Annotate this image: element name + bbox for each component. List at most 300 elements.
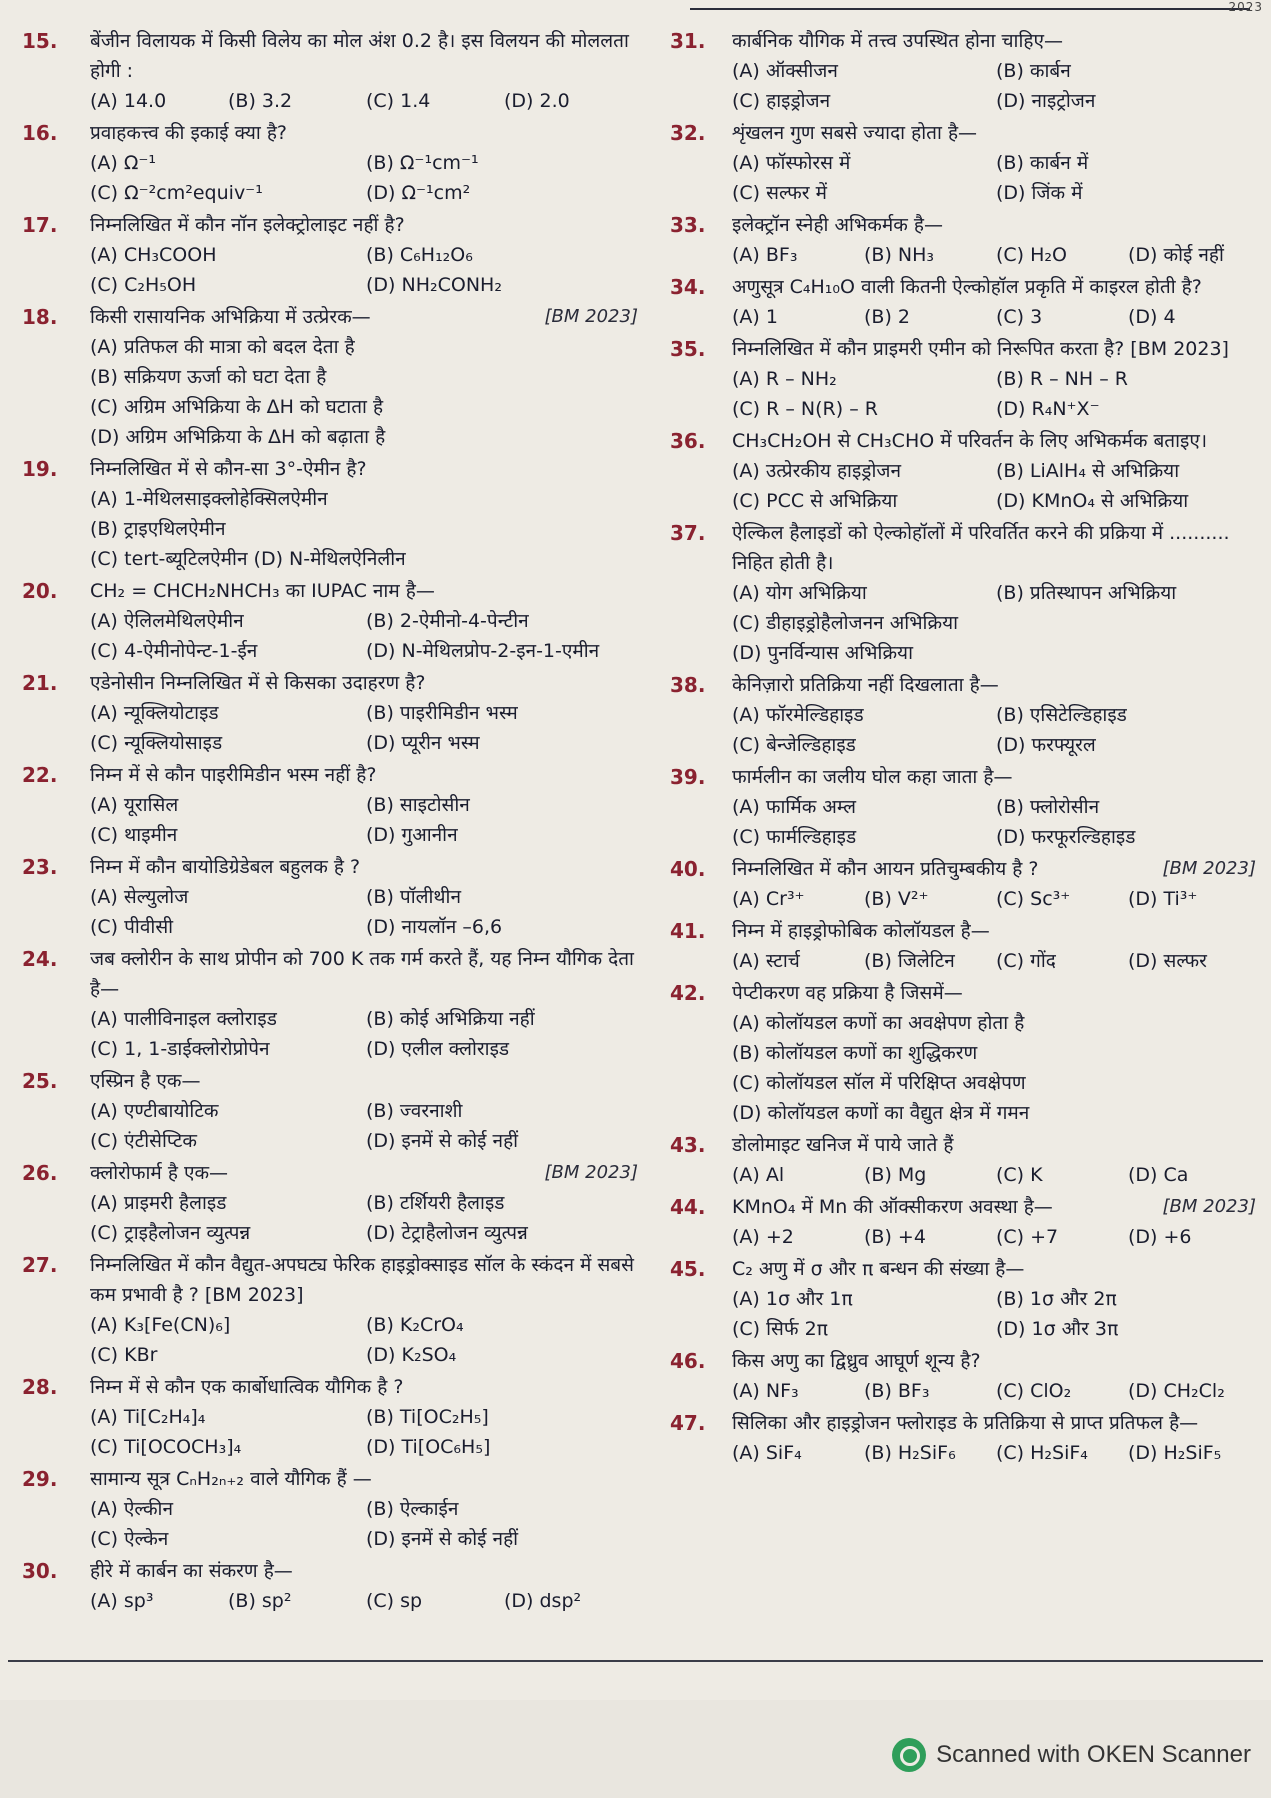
- option: (D) Ti[OC₆H₅]: [366, 1436, 491, 1458]
- question-text: किसी रासायनिक अभिक्रिया में उत्प्रेरक—: [90, 306, 371, 328]
- option: (B) कार्बन में: [996, 152, 1089, 174]
- option: (A) कोलॉयडल कणों का अवक्षेपण होता है: [732, 1012, 1025, 1034]
- option: (A) न्यूक्लियोटाइड: [90, 702, 219, 724]
- question-29: [22, 1464, 642, 1554]
- question-text: एडेनोसीन निम्नलिखित में से किसका उदाहरण है?: [90, 672, 426, 694]
- option: (D) 1σ और 3π: [996, 1318, 1119, 1340]
- question-text: C₂ अणु में σ और π बन्धन की संख्या है—: [732, 1258, 1025, 1280]
- options-group: [732, 148, 1260, 208]
- footer-rule: [8, 1660, 1263, 1662]
- question-45: [670, 1254, 1260, 1344]
- question-row: [670, 26, 1260, 56]
- option: (A) योग अभिक्रिया: [732, 582, 867, 604]
- option: (A) Ti[C₂H₄]₄: [90, 1406, 206, 1428]
- question-text: निम्नलिखित में कौन प्राइमरी एमीन को निरूपित करता है? [BM 2023]: [732, 338, 1229, 360]
- question-row: [22, 1464, 642, 1494]
- option: (D) 4: [1128, 306, 1176, 328]
- option: (B) साइटोसीन: [366, 794, 470, 816]
- left-column: [22, 26, 642, 1618]
- question-row: [22, 852, 642, 882]
- question-text: निम्न में कौन बायोडिग्रेडेबल बहुलक है ?: [90, 856, 361, 878]
- question-number: 17.: [22, 213, 58, 237]
- option: (C) 1.4: [366, 90, 431, 112]
- question-27: [22, 1250, 642, 1370]
- option: (A) R – NH₂: [732, 368, 837, 390]
- options-group: [90, 484, 642, 574]
- question-row: [22, 210, 642, 240]
- question-18: [22, 302, 642, 452]
- exam-tag: [BM 2023]: [1162, 1196, 1256, 1217]
- option: (C) एंटीसेप्टिक: [90, 1130, 198, 1152]
- option: (A) 1-मेथिलसाइक्लोहेक्सिलऐमीन: [90, 488, 328, 510]
- option: (D) नाइट्रोजन: [996, 90, 1096, 112]
- question-row: [22, 760, 642, 790]
- question-text: किस अणु का द्विध्रुव आघूर्ण शून्य है?: [732, 1350, 981, 1372]
- question-text: डोलोमाइट खनिज में पाये जाते हैं: [732, 1134, 954, 1156]
- option: (A) प्रतिफल की मात्रा को बदल देता है: [90, 336, 355, 358]
- option: (D) KMnO₄ से अभिक्रिया: [996, 490, 1189, 512]
- options-group: [90, 1096, 642, 1156]
- option: (C) 4-ऐमीनोपेन्ट-1-ईन: [90, 640, 258, 662]
- option: (B) प्रतिस्थापन अभिक्रिया: [996, 582, 1177, 604]
- question-34: [670, 272, 1260, 332]
- question-number: 34.: [670, 275, 706, 299]
- options-group: [90, 882, 642, 942]
- options-group: [732, 946, 1260, 976]
- question-row: [670, 978, 1260, 1008]
- option: (A) 14.0: [90, 90, 167, 112]
- question-26: [22, 1158, 642, 1248]
- question-text: केनिज़ारो प्रतिक्रिया नहीं दिखलाता है—: [732, 674, 999, 696]
- question-row: [670, 670, 1260, 700]
- question-row: [670, 426, 1260, 456]
- option: (D) इनमें से कोई नहीं: [366, 1528, 519, 1550]
- option: (B) फ्लोरोसीन: [996, 796, 1100, 818]
- question-number: 25.: [22, 1069, 58, 1093]
- question-number: 31.: [670, 29, 706, 53]
- option: (C) sp: [366, 1590, 423, 1612]
- option: (C) ऐल्केन: [90, 1528, 169, 1550]
- option: (B) K₂CrO₄: [366, 1314, 464, 1336]
- option: (A) ऐल्कीन: [90, 1498, 173, 1520]
- option: (B) sp²: [228, 1590, 292, 1612]
- question-46: [670, 1346, 1260, 1406]
- question-row: [670, 1130, 1260, 1160]
- options-group: [732, 56, 1260, 116]
- question-text: बेंजीन विलायक में किसी विलेय का मोल अंश 0.2 है। इस विलयन की मोललता होगी :: [90, 30, 629, 82]
- option: (C) बेन्जेल्डिहाइड: [732, 734, 856, 756]
- option: (D) H₂SiF₅: [1128, 1442, 1222, 1464]
- option: (B) कोई अभिक्रिया नहीं: [366, 1008, 535, 1030]
- question-number: 42.: [670, 981, 706, 1005]
- question-text: सामान्य सूत्र CₙH₂ₙ₊₂ वाले यौगिक हैं —: [90, 1468, 372, 1490]
- option: (B) 2: [864, 306, 910, 328]
- question-number: 33.: [670, 213, 706, 237]
- option: (A) पालीविनाइल क्लोराइड: [90, 1008, 277, 1030]
- question-15: [22, 26, 642, 116]
- question-row: [670, 762, 1260, 792]
- option: (C) पीवीसी: [90, 916, 174, 938]
- options-group: [90, 148, 642, 208]
- question-number: 23.: [22, 855, 58, 879]
- question-text: KMnO₄ में Mn की ऑक्सीकरण अवस्था है—: [732, 1196, 1053, 1218]
- option: (C) डीहाइड्रोहैलोजनन अभिक्रिया: [732, 612, 959, 634]
- option: (A) सेल्युलोज: [90, 886, 189, 908]
- option: (A) उत्प्रेरकीय हाइड्रोजन: [732, 460, 902, 482]
- option: (D) K₂SO₄: [366, 1344, 457, 1366]
- option: (D) सल्फर: [1128, 950, 1207, 972]
- question-text: हीरे में कार्बन का संकरण है—: [90, 1560, 293, 1582]
- option: (D) Ω⁻¹cm²: [366, 182, 471, 204]
- option: (D) R₄N⁺X⁻: [996, 398, 1100, 420]
- question-row: [670, 210, 1260, 240]
- option: (C) ClO₂: [996, 1380, 1072, 1402]
- question-39: [670, 762, 1260, 852]
- option: (C) H₂O: [996, 244, 1067, 266]
- option: (D) कोलॉयडल कणों का वैद्युत क्षेत्र में गमन: [732, 1102, 1030, 1124]
- options-group: [90, 1494, 642, 1554]
- option: (D) इनमें से कोई नहीं: [366, 1130, 519, 1152]
- question-number: 36.: [670, 429, 706, 453]
- option: (A) SiF₄: [732, 1442, 802, 1464]
- options-group: [90, 1402, 642, 1462]
- question-row: [670, 916, 1260, 946]
- question-number: 39.: [670, 765, 706, 789]
- question-row: [22, 118, 642, 148]
- question-text: सिलिका और हाइड्रोजन फ्लोराइड के प्रतिक्रिया से प्राप्त प्रतिफल है—: [732, 1412, 1199, 1434]
- option: (B) C₆H₁₂O₆: [366, 244, 473, 266]
- question-row: [22, 454, 642, 484]
- option: (A) ऑक्सीजन: [732, 60, 838, 82]
- option: (D) पुनर्विन्यास अभिक्रिया: [732, 642, 913, 664]
- option: (C) थाइमीन: [90, 824, 178, 846]
- question-number: 20.: [22, 579, 58, 603]
- option: (C) सल्फर में: [732, 182, 827, 204]
- question-37: [670, 518, 1260, 668]
- question-text: ऐल्किल हैलाइडों को ऐल्कोहॉलों में परिवर्तित करने की प्रक्रिया में .......... निहित होती है।: [732, 522, 1230, 574]
- option: (C) अग्रिम अभिक्रिया के ΔH को घटाता है: [90, 396, 384, 418]
- question-row: [22, 576, 642, 606]
- option: (A) Cr³⁺: [732, 888, 805, 910]
- options-group: [732, 456, 1260, 516]
- question-text: एस्प्रिन है एक—: [90, 1070, 201, 1092]
- option: (B) ट्राइएथिलऐमीन: [90, 518, 226, 540]
- oken-logo-icon: [892, 1738, 926, 1772]
- option: (B) कोलॉयडल कणों का शुद्धिकरण: [732, 1042, 978, 1064]
- question-42: [670, 978, 1260, 1128]
- question-33: [670, 210, 1260, 270]
- option: (A) फॉस्फोरस में: [732, 152, 851, 174]
- question-number: 38.: [670, 673, 706, 697]
- option: (C) हाइड्रोजन: [732, 90, 831, 112]
- question-32: [670, 118, 1260, 208]
- question-30: [22, 1556, 642, 1616]
- option: (C) गोंद: [996, 950, 1056, 972]
- question-text: CH₃CH₂OH से CH₃CHO में परिवर्तन के लिए अभिकर्मक बताइए।: [732, 430, 1208, 452]
- question-number: 40.: [670, 857, 706, 881]
- option: (C) 1, 1-डाईक्लोरोप्रोपेन: [90, 1038, 270, 1060]
- options-group: [732, 364, 1260, 424]
- question-24: [22, 944, 642, 1064]
- options-group: [90, 1188, 642, 1248]
- page-number: 2023: [1228, 0, 1263, 14]
- option: (B) NH₃: [864, 244, 935, 266]
- option: (C) Ω⁻²cm²equiv⁻¹: [90, 182, 263, 204]
- option: (B) Ω⁻¹cm⁻¹: [366, 152, 479, 174]
- options-group: [732, 792, 1260, 852]
- question-28: [22, 1372, 642, 1462]
- scanner-text: Scanned with OKEN Scanner: [936, 1741, 1251, 1768]
- question-text: निम्न में से कौन पाइरीमिडीन भस्म नहीं है?: [90, 764, 377, 786]
- option: (C) फार्मल्डिहाइड: [732, 826, 857, 848]
- question-text: अणुसूत्र C₄H₁₀O वाली कितनी ऐल्कोहॉल प्रकृति में काइरल होती है?: [732, 276, 1202, 298]
- question-row: [670, 1408, 1260, 1438]
- question-21: [22, 668, 642, 758]
- option: (A) फॉरमेल्डिहाइड: [732, 704, 864, 726]
- option: (A) +2: [732, 1226, 794, 1248]
- question-35: [670, 334, 1260, 424]
- option: (B) ज्वरनाशी: [366, 1100, 463, 1122]
- question-20: [22, 576, 642, 666]
- options-group: [732, 240, 1260, 270]
- option: (B) टर्शियरी हैलाइड: [366, 1192, 505, 1214]
- question-text: कार्बनिक यौगिक में तत्त्व उपस्थित होना चाहिए—: [732, 30, 1063, 52]
- question-row: [22, 668, 642, 698]
- question-number: 30.: [22, 1559, 58, 1583]
- option: (A) Al: [732, 1164, 785, 1186]
- question-19: [22, 454, 642, 574]
- option: (C) H₂SiF₄: [996, 1442, 1088, 1464]
- option: (D) जिंक में: [996, 182, 1083, 204]
- question-text: निम्न में से कौन एक कार्बोधात्विक यौगिक है ?: [90, 1376, 404, 1398]
- options-group: [732, 884, 1260, 914]
- question-text: क्लोरोफार्म है एक—: [90, 1162, 229, 1184]
- option: (C) PCC से अभिक्रिया: [732, 490, 898, 512]
- option: (B) BF₃: [864, 1380, 930, 1402]
- options-group: [732, 1008, 1260, 1128]
- option: (D) अग्रिम अभिक्रिया के ΔH को बढ़ाता है: [90, 426, 386, 448]
- option: (B) +4: [864, 1226, 926, 1248]
- question-text: पेप्टीकरण वह प्रक्रिया है जिसमें—: [732, 982, 963, 1004]
- question-17: [22, 210, 642, 300]
- option: (A) Ω⁻¹: [90, 152, 157, 174]
- option: (B) 2-ऐमीनो-4-पेन्टीन: [366, 610, 529, 632]
- question-number: 47.: [670, 1411, 706, 1435]
- question-text: फार्मलीन का जलीय घोल कहा जाता है—: [732, 766, 1013, 788]
- exam-tag: [BM 2023]: [544, 1162, 638, 1183]
- option: (D) 2.0: [504, 90, 570, 112]
- options-group: [732, 700, 1260, 760]
- question-text: निम्नलिखित में कौन नॉन इलेक्ट्रोलाइट नहीं है?: [90, 214, 405, 236]
- question-row: [22, 1556, 642, 1586]
- option: (C) कोलॉयडल सॉल में परिक्षिप्त अवक्षेपण: [732, 1072, 1026, 1094]
- option: (C) ट्राइहैलोजन व्युत्पन्न: [90, 1222, 251, 1244]
- option: (B) LiAlH₄ से अभिक्रिया: [996, 460, 1180, 482]
- question-40: [670, 854, 1260, 914]
- option: (C) +7: [996, 1226, 1059, 1248]
- option: (D) N-मेथिलप्रोप-2-इन-1-एमीन: [366, 640, 600, 662]
- option: (A) K₃[Fe(CN)₆]: [90, 1314, 231, 1336]
- right-column: [670, 26, 1260, 1470]
- question-text: निम्नलिखित में कौन आयन प्रतिचुम्बकीय है ?: [732, 858, 1039, 880]
- option: (B) एसिटेल्डिहाइड: [996, 704, 1127, 726]
- option: (C) 3: [996, 306, 1043, 328]
- options-group: [732, 302, 1260, 332]
- option: (D) dsp²: [504, 1590, 582, 1612]
- scanner-watermark: [892, 1738, 1251, 1772]
- option: (B) V²⁺: [864, 888, 929, 910]
- option: (B) 1σ और 2π: [996, 1288, 1117, 1310]
- question-number: 22.: [22, 763, 58, 787]
- options-group: [90, 1004, 642, 1064]
- question-44: [670, 1192, 1260, 1252]
- option: (D) नायलॉन –6,6: [366, 916, 503, 938]
- option: (C) Sc³⁺: [996, 888, 1071, 910]
- question-47: [670, 1408, 1260, 1468]
- question-number: 44.: [670, 1195, 706, 1219]
- options-group: [732, 1438, 1260, 1468]
- header-rule: [690, 8, 1250, 10]
- option: (B) पॉलीथीन: [366, 886, 462, 908]
- question-number: 24.: [22, 947, 58, 971]
- option: (A) ऐलिलमेथिलऐमीन: [90, 610, 244, 632]
- question-16: [22, 118, 642, 208]
- options-group: [732, 578, 1260, 668]
- question-number: 37.: [670, 521, 706, 545]
- question-43: [670, 1130, 1260, 1190]
- option: (D) गुआनीन: [366, 824, 458, 846]
- options-group: [732, 1222, 1260, 1252]
- option: (D) कोई नहीं: [1128, 244, 1224, 266]
- option: (D) Ca: [1128, 1164, 1189, 1186]
- question-number: 32.: [670, 121, 706, 145]
- question-number: 28.: [22, 1375, 58, 1399]
- options-group: [732, 1376, 1260, 1406]
- option: (B) 3.2: [228, 90, 293, 112]
- options-group: [90, 698, 642, 758]
- option: (A) sp³: [90, 1590, 154, 1612]
- option: (C) K: [996, 1164, 1043, 1186]
- question-text: प्रवाहकत्त्व की इकाई क्या है?: [90, 122, 287, 144]
- question-number: 41.: [670, 919, 706, 943]
- question-text: CH₂ = CHCH₂NHCH₃ का IUPAC नाम है—: [90, 580, 435, 602]
- option: (C) tert-ब्यूटिलऐमीन (D) N-मेथिलऐनिलीन: [90, 548, 406, 570]
- option: (A) एण्टीबायोटिक: [90, 1100, 219, 1122]
- question-number: 15.: [22, 29, 58, 53]
- option: (B) H₂SiF₆: [864, 1442, 956, 1464]
- option: (D) एलील क्लोराइड: [366, 1038, 510, 1060]
- option: (D) CH₂Cl₂: [1128, 1380, 1225, 1402]
- question-row: [670, 272, 1260, 302]
- option: (A) NF₃: [732, 1380, 799, 1402]
- option: (A) BF₃: [732, 244, 798, 266]
- option: (B) R – NH – R: [996, 368, 1128, 390]
- question-row: [22, 1250, 642, 1310]
- question-text: शृंखलन गुण सबसे ज्यादा होता है—: [732, 122, 978, 144]
- option: (C) R – N(R) – R: [732, 398, 878, 420]
- exam-tag: [BM 2023]: [544, 306, 638, 327]
- question-number: 19.: [22, 457, 58, 481]
- option: (B) सक्रियण ऊर्जा को घटा देता है: [90, 366, 327, 388]
- options-group: [90, 332, 642, 452]
- question-number: 29.: [22, 1467, 58, 1491]
- question-number: 16.: [22, 121, 58, 145]
- option: (C) Ti[OCOCH₃]₄: [90, 1436, 242, 1458]
- option: (B) जिलेटिन: [864, 950, 955, 972]
- option: (D) फरफूरल्डिहाइड: [996, 826, 1136, 848]
- question-31: [670, 26, 1260, 116]
- options-group: [732, 1284, 1260, 1344]
- question-text: निम्नलिखित में कौन वैद्युत-अपघट्य फेरिक हाइड्रोक्साइड सॉल के स्कंदन में सबसे कम प्रभावी है ? [BM 2023]: [90, 1254, 634, 1306]
- question-number: 21.: [22, 671, 58, 695]
- option: (A) स्टार्च: [732, 950, 800, 972]
- question-text: निम्न में हाइड्रोफोबिक कोलॉयडल है—: [732, 920, 990, 942]
- question-number: 43.: [670, 1133, 706, 1157]
- question-row: [670, 518, 1260, 578]
- question-number: 35.: [670, 337, 706, 361]
- option: (A) प्राइमरी हैलाइड: [90, 1192, 227, 1214]
- options-group: [90, 1586, 642, 1616]
- option: (A) 1σ और 1π: [732, 1288, 853, 1310]
- question-row: [670, 1254, 1260, 1284]
- options-group: [90, 790, 642, 850]
- question-number: 18.: [22, 305, 58, 329]
- question-row: [22, 944, 642, 1004]
- option: (D) Ti³⁺: [1128, 888, 1198, 910]
- option: (B) ऐल्काईन: [366, 1498, 459, 1520]
- option: (A) CH₃COOH: [90, 244, 217, 266]
- option: (A) फार्मिक अम्ल: [732, 796, 857, 818]
- question-row: [22, 26, 642, 86]
- options-group: [90, 606, 642, 666]
- question-row: [670, 334, 1260, 364]
- option: (B) कार्बन: [996, 60, 1071, 82]
- question-number: 46.: [670, 1349, 706, 1373]
- option: (C) C₂H₅OH: [90, 274, 197, 296]
- option: (D) प्यूरीन भस्म: [366, 732, 480, 754]
- option: (D) +6: [1128, 1226, 1192, 1248]
- option: (B) पाइरीमिडीन भस्म: [366, 702, 518, 724]
- question-text: इलेक्ट्रॉन स्नेही अभिकर्मक है—: [732, 214, 943, 236]
- question-row: [22, 1066, 642, 1096]
- options-group: [90, 240, 642, 300]
- options-group: [732, 1160, 1260, 1190]
- question-row: [22, 1372, 642, 1402]
- question-row: [670, 1346, 1260, 1376]
- option: (B) Mg: [864, 1164, 927, 1186]
- option: (A) यूरासिल: [90, 794, 179, 816]
- question-22: [22, 760, 642, 850]
- question-text: जब क्लोरीन के साथ प्रोपीन को 700 K तक गर्म करते हैं, यह निम्न यौगिक देता है—: [90, 948, 634, 1000]
- question-number: 27.: [22, 1253, 58, 1277]
- option: (B) Ti[OC₂H₅]: [366, 1406, 489, 1428]
- question-36: [670, 426, 1260, 516]
- exam-tag: [BM 2023]: [1162, 858, 1256, 879]
- question-text: निम्नलिखित में से कौन-सा 3°-ऐमीन है?: [90, 458, 367, 480]
- question-row: [670, 118, 1260, 148]
- question-number: 26.: [22, 1161, 58, 1185]
- options-group: [90, 1310, 642, 1370]
- question-23: [22, 852, 642, 942]
- option: (D) फरफ्यूरल: [996, 734, 1096, 756]
- question-38: [670, 670, 1260, 760]
- option: (D) NH₂CONH₂: [366, 274, 502, 296]
- options-group: [90, 86, 642, 116]
- option: (A) 1: [732, 306, 778, 328]
- option: (D) टेट्राहैलोजन व्युत्पन्न: [366, 1222, 528, 1244]
- question-41: [670, 916, 1260, 976]
- question-number: 45.: [670, 1257, 706, 1281]
